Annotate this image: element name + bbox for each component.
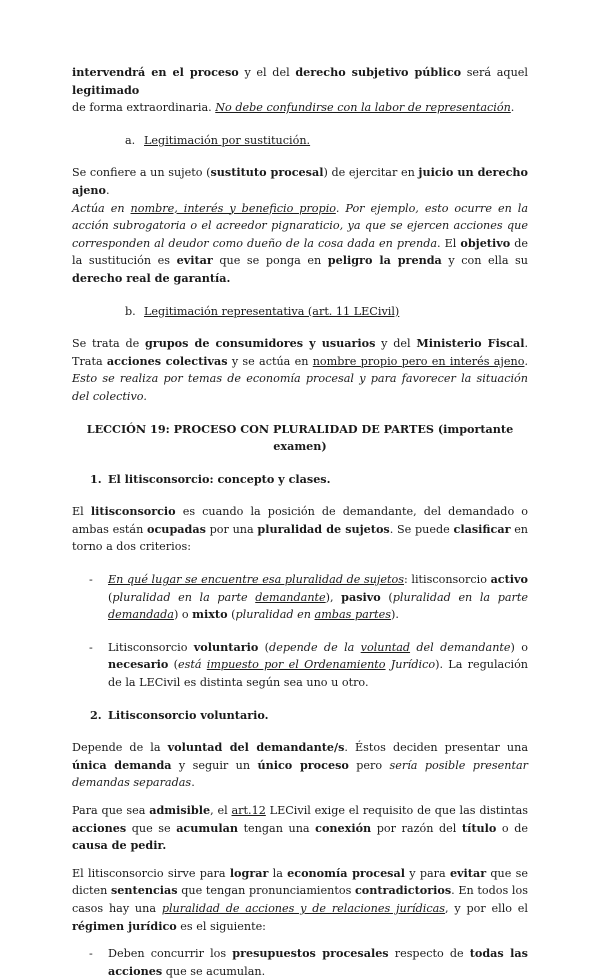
document-page bbox=[72, 64, 528, 980]
paragraph-economia-procesal: El litisconsorcio sirve para lograr la economía procesal y para evitar que se dicten sentencias que tengan pronunciamientos contradictorios. En todos los casos hay una pluralidad de acciones y de relaciones jurídicas, y por ello el régimen jurídico es el siguiente: bbox=[72, 865, 529, 933]
bullet-presupuestos: - Deben concurrir los presupuestos procesales respecto de todas las acciones que se acumulan. bbox=[89, 946, 528, 978]
paragraph-legitimacion-extraordinaria: intervendrá en el proceso y el del derecho subjetivo público será aquel legitimado de forma extraordinaria. No debe confundirse con la labor de representación. bbox=[72, 65, 528, 115]
section-2-heading: 2. Litisconsorcio voluntario. bbox=[90, 707, 269, 722]
section-1-heading: 1. El litisconsorcio: concepto y clases. bbox=[90, 471, 331, 486]
paragraph-sustitucion: Se confiere a un sujeto (sustituto procesal) de ejercitar en juicio un derecho ajeno. Actúa en nombre, interés y beneficio propio. Por ejemplo, esto ocurre en la acción subrogatoria o el acreedor pignaraticio, ya que se ejercen acciones que corresponden al deudor como dueño de la cosa dada en prenda. El objetivo de la sustitución es evitar que se ponga en peligro la prenda y con ella su derecho real de garantía. bbox=[72, 165, 529, 285]
subheading-representativa: b. Legitimación representativa (art. 11 LECivil) bbox=[125, 304, 400, 318]
bullet-voluntario-necesario: - Litisconsorcio voluntario (depende de la voluntad del demandante) o necesario (está impuesto por el Ordenamiento Jurídico). La regulación de la LECivil es distinta según sea uno u otro. bbox=[89, 639, 529, 690]
paragraph-voluntad: Depende de la voluntad del demandante/s. Éstos deciden presentar una única demanda y seguir un único proceso pero sería posible presentar demandas separadas. bbox=[72, 740, 528, 790]
paragraph-admisible: Para que sea admisible, el art.12 LECivil exige el requisito de que las distintas acciones que se acumulan tengan una conexión por razón del título o de causa de pedir. bbox=[72, 803, 528, 853]
lesson-heading: LECCIÓN 19: PROCESO CON PLURALIDAD DE PARTES (importante examen) bbox=[86, 421, 514, 454]
paragraph-representativa: Se trata de grupos de consumidores y usuarios y del Ministerio Fiscal. Trata acciones colectivas y se actúa en nombre propio pero en interés ajeno. Esto se realiza por temas de economía procesal y para favorecer la situación del colectivo. bbox=[72, 336, 529, 403]
bullet-lugar: - En qué lugar se encuentre esa pluralidad de sujetos: litisconsorcio activo (pluralidad en la parte demandante), pasivo (pluralidad en la parte demandada) o mixto (pluralidad en ambas partes). bbox=[89, 572, 529, 622]
subheading-sustitucion: a. Legitimación por sustitución. bbox=[125, 133, 311, 147]
paragraph-litisconsorcio: El litisconsorcio es cuando la posición de demandante, del demandado o ambas están ocupadas por una pluralidad de sujetos. Se puede clasificar en torno a dos criterios: bbox=[72, 504, 529, 554]
